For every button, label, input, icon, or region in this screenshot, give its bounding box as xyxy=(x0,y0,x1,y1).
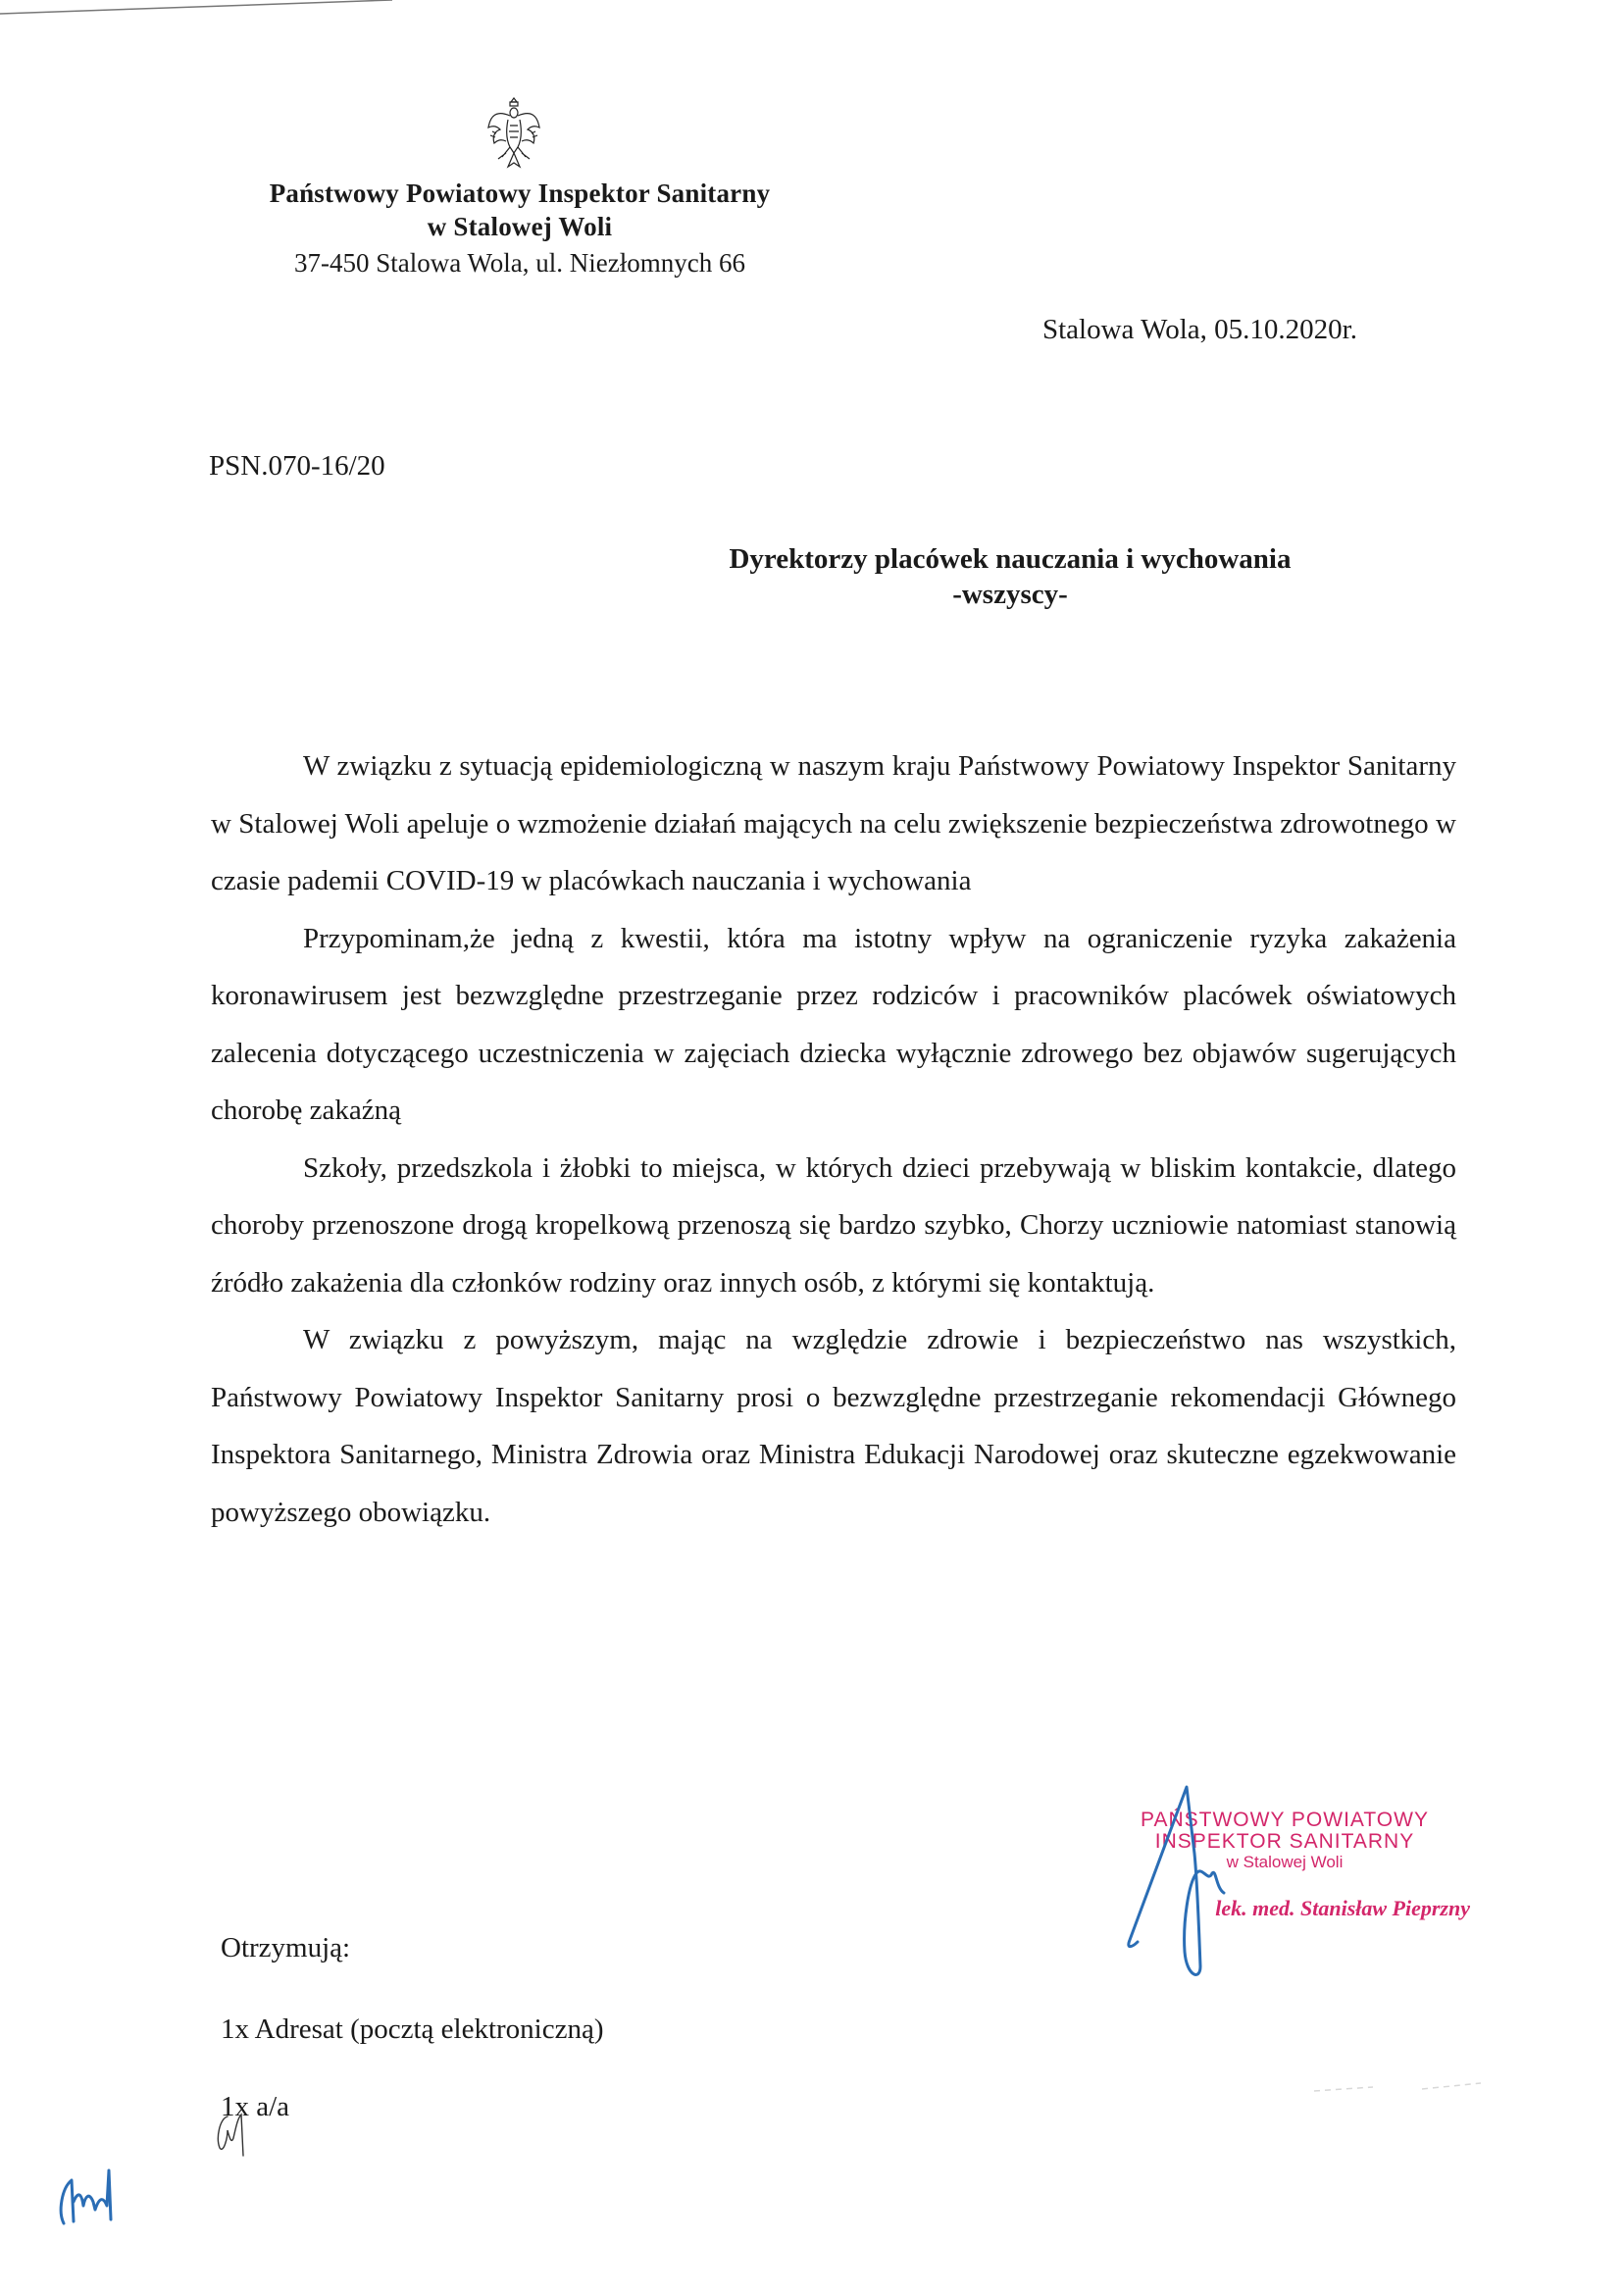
recipient-item: 1x Adresat (pocztą elektroniczną) xyxy=(221,2014,604,2045)
faint-scan-marks xyxy=(1304,2077,1491,2097)
recipients-block xyxy=(221,1932,604,2168)
recipients-label: Otrzymują: xyxy=(221,1932,351,1963)
addressee-block xyxy=(677,541,1344,612)
handwritten-initials-icon xyxy=(214,2109,253,2158)
sender-address: 37-450 Stalowa Wola, ul. Niezłomnych 66 xyxy=(293,248,745,278)
reference-number: PSN.070-16/20 xyxy=(209,450,385,482)
sender-header xyxy=(226,177,814,280)
scan-edge-line xyxy=(0,0,392,16)
addressee-line1: Dyrektorzy placówek nauczania i wychowania xyxy=(729,543,1292,575)
stamp-line3: w Stalowej Woli xyxy=(1226,1853,1344,1871)
stamp-line1: PAŃSTWOWY POWIATOWY xyxy=(1141,1809,1429,1831)
addressee-line2: -wszyscy- xyxy=(952,579,1068,610)
letter-body xyxy=(211,738,1456,1541)
sender-title-line2: w Stalowej Woli xyxy=(427,212,613,241)
polish-eagle-emblem-icon xyxy=(486,96,541,177)
stamp-signatory-name: lek. med. Stanisław Pieprzny xyxy=(1215,1896,1470,1920)
body-paragraph: Przypominam,że jedną z kwestii, która ma istotny wpływ na ograniczenie ryzyka zakażenia koronawirusem jest bezwzględne przestrzeganie przez rodziców i pracowników placówek oświatowych zalecenia dotyczącego uczestniczenia w zajęciach dziecka wyłącznie zdrowego bez objawów sugerujących chorobę zakaźną xyxy=(211,922,1456,1126)
handwritten-signature-icon xyxy=(1118,1775,1245,1981)
date-line: Stalowa Wola, 05.10.2020r. xyxy=(1042,314,1357,345)
handwritten-paraph-icon xyxy=(54,2163,123,2231)
stamp-line2: INSPEKTOR SANITARNY xyxy=(1154,1830,1415,1853)
body-paragraph: Szkoły, przedszkola i żłobki to miejsca, w których dzieci przebywają w bliskim kontakcie, dlatego choroby przenoszone drogą kropelkową przenoszą się bardzo szybko, Chorzy uczniowie natomiast stanowią źródło zakażenia dla członków rodziny oraz innych osób, z którymi się kontaktują. xyxy=(211,1151,1456,1299)
sender-title-line1: Państwowy Powiatowy Inspektor Sanitarny xyxy=(269,178,771,208)
body-paragraph: W związku z sytuacją epidemiologiczną w naszym kraju Państwowy Powiatowy Inspektor Sanitarny w Stalowej Woli apeluje o wzmożenie działań mających na celu zwiększenie bezpieczeństwa zdrowotnego w czasie pademii COVID-19 w placówkach nauczania i wychowania xyxy=(211,750,1456,896)
body-paragraph: W związku z powyższym, mając na względzie zdrowie i bezpieczeństwo nas wszystkich, Państwowy Powiatowy Inspektor Sanitarny prosi o bezwzględne przestrzeganie rekomendacji Głównego Inspektora Sanitarnego, Ministra Zdrowia oraz Ministra Edukacji Narodowej oraz skuteczne egzekwowanie powyższego obowiązku. xyxy=(211,1324,1456,1528)
recipient-item: 1x a/a xyxy=(221,2091,290,2122)
